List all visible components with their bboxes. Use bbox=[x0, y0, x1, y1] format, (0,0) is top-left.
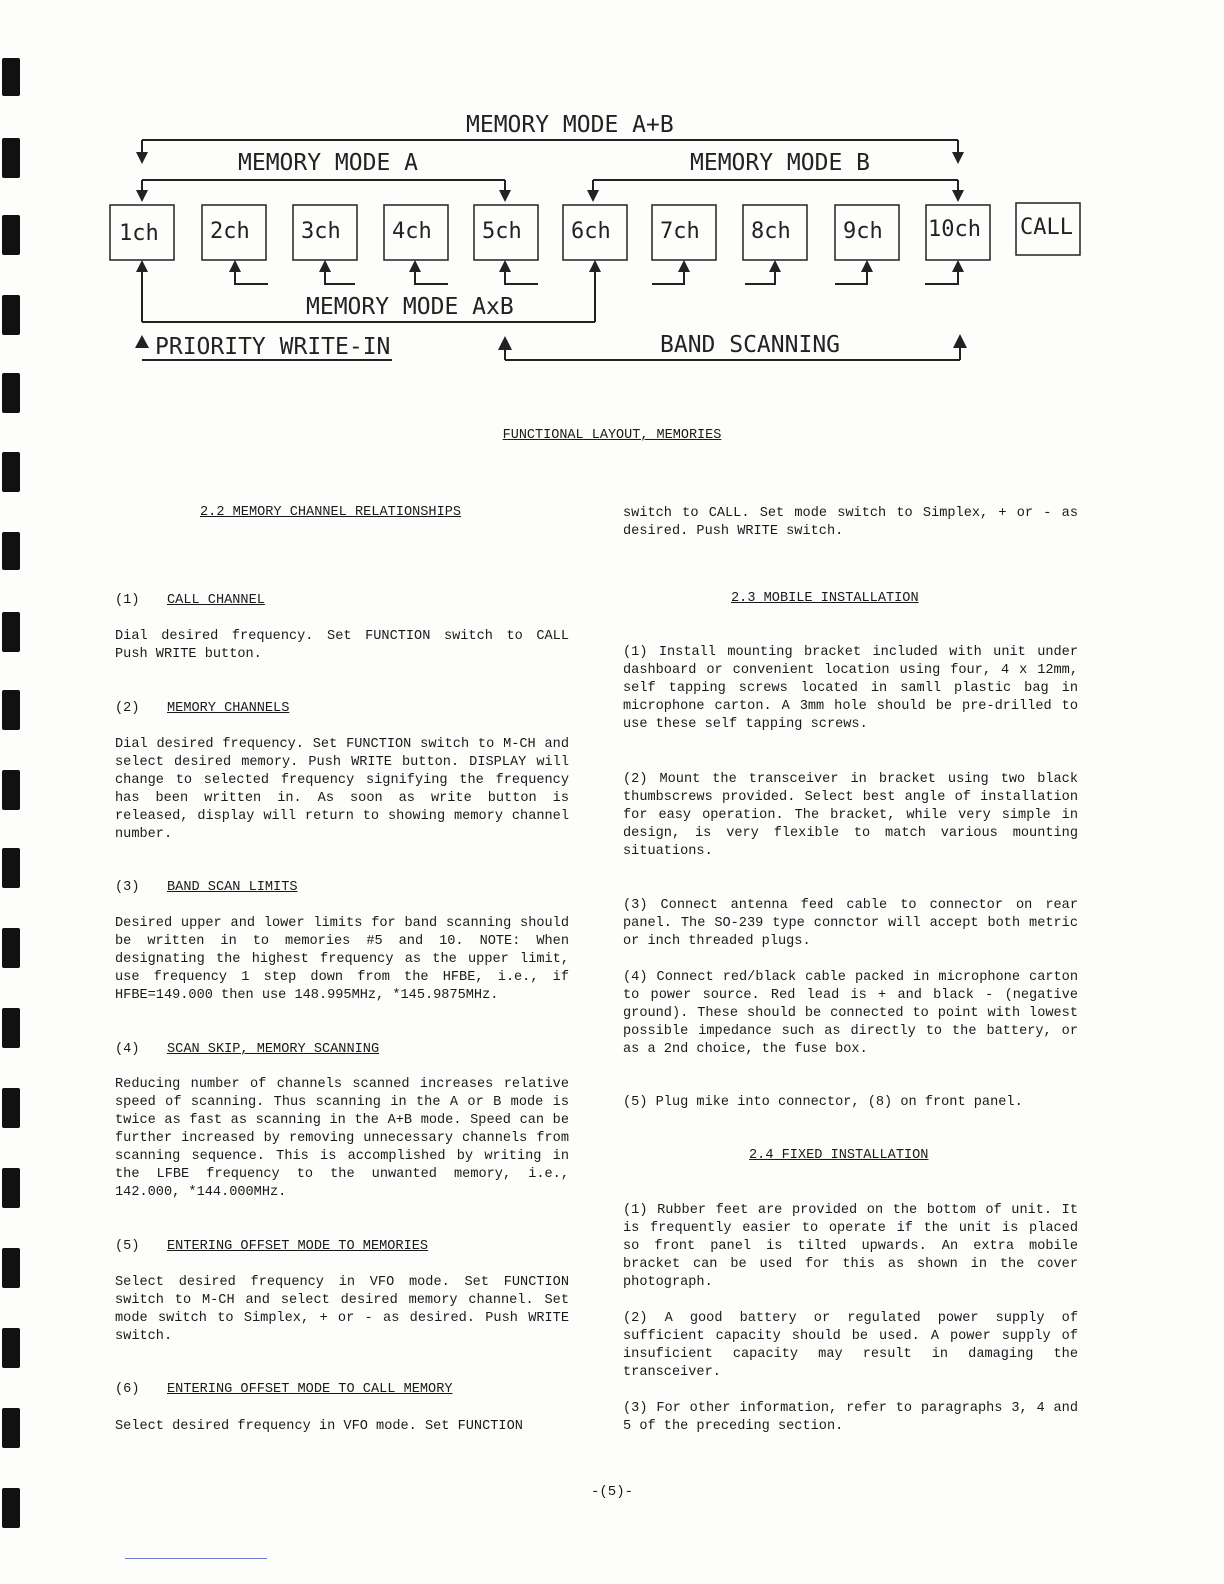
band-scanning-label: BAND SCANNING bbox=[660, 332, 841, 358]
item-title: SCAN SKIP, MEMORY SCANNING bbox=[167, 1042, 380, 1057]
channel-label: 4ch bbox=[392, 219, 432, 244]
paragraph: (3) Connect antenna feed cable to connector on rear panel. The SO-239 type connctor will accept both metric or inch threaded plugs. bbox=[623, 898, 1078, 949]
item-number: (2) bbox=[115, 701, 140, 716]
channel-label: 2ch bbox=[210, 219, 250, 244]
paragraph: (1) Rubber feet are provided on the bottom of unit. It is frequently easier to operate if the unit is placed so front panel is tilted upwards. An extra mobile bracket can be used for this as shown in the cover photograph. bbox=[623, 1203, 1078, 1290]
paragraph: (5) Plug mike into connector, (8) on front panel. bbox=[623, 1095, 1023, 1110]
item-title: ENTERING OFFSET MODE TO MEMORIES bbox=[167, 1239, 429, 1254]
binder-hole bbox=[2, 1168, 20, 1208]
mode-axb-label: MEMORY MODE AxB bbox=[306, 294, 514, 320]
paragraph: (1) Install mounting bracket included with unit under dashboard or convenient location using four, 4 x 12mm, self tapping screws located in samll plastic bag in microphone carton. A 3mm hole should be pre-drilled to use these self tapping screws. bbox=[623, 645, 1078, 732]
binder-hole bbox=[2, 612, 20, 652]
paragraph: (4) Connect red/black cable packed in microphone carton to power source. Red lead is + and black - (negative ground). These should be connected to point with lowest possible impedance such as directly to the battery, or as a 2nd choice, the fuse box. bbox=[623, 970, 1078, 1057]
item-number: (5) bbox=[115, 1239, 140, 1254]
binder-hole bbox=[2, 770, 20, 810]
channel-label: 1ch bbox=[119, 221, 159, 246]
binder-hole bbox=[2, 452, 20, 492]
figure-caption: FUNCTIONAL LAYOUT, MEMORIES bbox=[502, 428, 722, 443]
mode-ab-label: MEMORY MODE A+B bbox=[466, 112, 674, 138]
item-title: MEMORY CHANNELS bbox=[167, 701, 290, 716]
binder-hole bbox=[2, 1008, 20, 1048]
item-title: BAND SCAN LIMITS bbox=[167, 880, 298, 895]
channel-label: 7ch bbox=[660, 219, 700, 244]
mode-b-label: MEMORY MODE B bbox=[690, 150, 871, 176]
binder-hole bbox=[2, 1408, 20, 1448]
priority-write-in-label: PRIORITY WRITE-IN bbox=[155, 334, 391, 360]
binder-hole bbox=[2, 928, 20, 968]
paragraph: (2) A good battery or regulated power supply of sufficient capacity should be used. A power supply of insuficient capacity may result in damaging the transceiver. bbox=[623, 1311, 1078, 1380]
section-heading-2-4: 2.4 FIXED INSTALLATION bbox=[749, 1148, 929, 1163]
paragraph: Select desired frequency in VFO mode. Set FUNCTION bbox=[115, 1419, 523, 1434]
paragraph: Reducing number of channels scanned increases relative speed of scanning. Thus scanning in the A or B mode is twice as fast as scanning in the A+B mode. Speed can be further increased by removing unnecessary channels from scanning sequence. This is accomplished by writing in the LFBE frequency to the unwanted memory, i.e., 142.000, *144.000MHz. bbox=[115, 1077, 569, 1200]
item-number: (4) bbox=[115, 1042, 140, 1057]
channel-label: 5ch bbox=[482, 219, 522, 244]
paragraph: (2) Mount the transceiver in bracket using two black thumbscrews provided. Select best angle of installation for easy operation. The bracket, while very simple in design, is very flexible to match various mounting situations. bbox=[623, 772, 1078, 859]
memory-layout-diagram bbox=[0, 0, 1224, 420]
item-number: (1) bbox=[115, 593, 140, 608]
call-label: CALL bbox=[1020, 215, 1073, 240]
mode-a-label: MEMORY MODE A bbox=[238, 150, 419, 176]
footer-rule bbox=[125, 1558, 267, 1559]
binder-hole bbox=[2, 1088, 20, 1128]
item-title: CALL CHANNEL bbox=[167, 593, 265, 608]
paragraph: Dial desired frequency. Set FUNCTION switch to M-CH and select desired memory. Push WRITE button. DISPLAY will change to selected frequency signifying the frequency has been written in. As soon as write button is released, display will return to showing memory channel number. bbox=[115, 737, 569, 842]
binder-hole bbox=[2, 1328, 20, 1368]
paragraph: Dial desired frequency. Set FUNCTION switch to CALL Push WRITE button. bbox=[115, 629, 569, 662]
paragraph: switch to CALL. Set mode switch to Simplex, + or - as desired. Push WRITE switch. bbox=[623, 506, 1078, 539]
section-heading-2-2: 2.2 MEMORY CHANNEL RELATIONSHIPS bbox=[200, 505, 462, 520]
paragraph: Desired upper and lower limits for band scanning should be written in to memories #5 and 10. NOTE: When designating the highest frequency as the upper limit, use frequency 1 step down from the HFBE, i.e., if HFBE=149.000 then use 148.995MHz, *145.9875MHz. bbox=[115, 916, 569, 1003]
channel-label: 6ch bbox=[571, 219, 611, 244]
binder-hole bbox=[2, 848, 20, 888]
paragraph: Select desired frequency in VFO mode. Set FUNCTION switch to M-CH and select desired memory channel. Set mode switch to Simplex, + or - as desired. Push WRITE switch. bbox=[115, 1275, 569, 1344]
channel-label: 10ch bbox=[928, 217, 981, 242]
item-number: (3) bbox=[115, 880, 140, 895]
channel-label: 9ch bbox=[843, 219, 883, 244]
section-heading-2-3: 2.3 MOBILE INSTALLATION bbox=[731, 591, 919, 606]
binder-hole bbox=[2, 532, 20, 570]
paragraph: (3) For other information, refer to paragraphs 3, 4 and 5 of the preceding section. bbox=[623, 1401, 1078, 1434]
item-title: ENTERING OFFSET MODE TO CALL MEMORY bbox=[167, 1382, 453, 1397]
item-number: (6) bbox=[115, 1382, 140, 1397]
channel-label: 3ch bbox=[301, 219, 341, 244]
binder-hole bbox=[2, 690, 20, 730]
channel-label: 8ch bbox=[751, 219, 791, 244]
page-number: -(5)- bbox=[590, 1484, 633, 1500]
binder-hole bbox=[2, 1248, 20, 1288]
